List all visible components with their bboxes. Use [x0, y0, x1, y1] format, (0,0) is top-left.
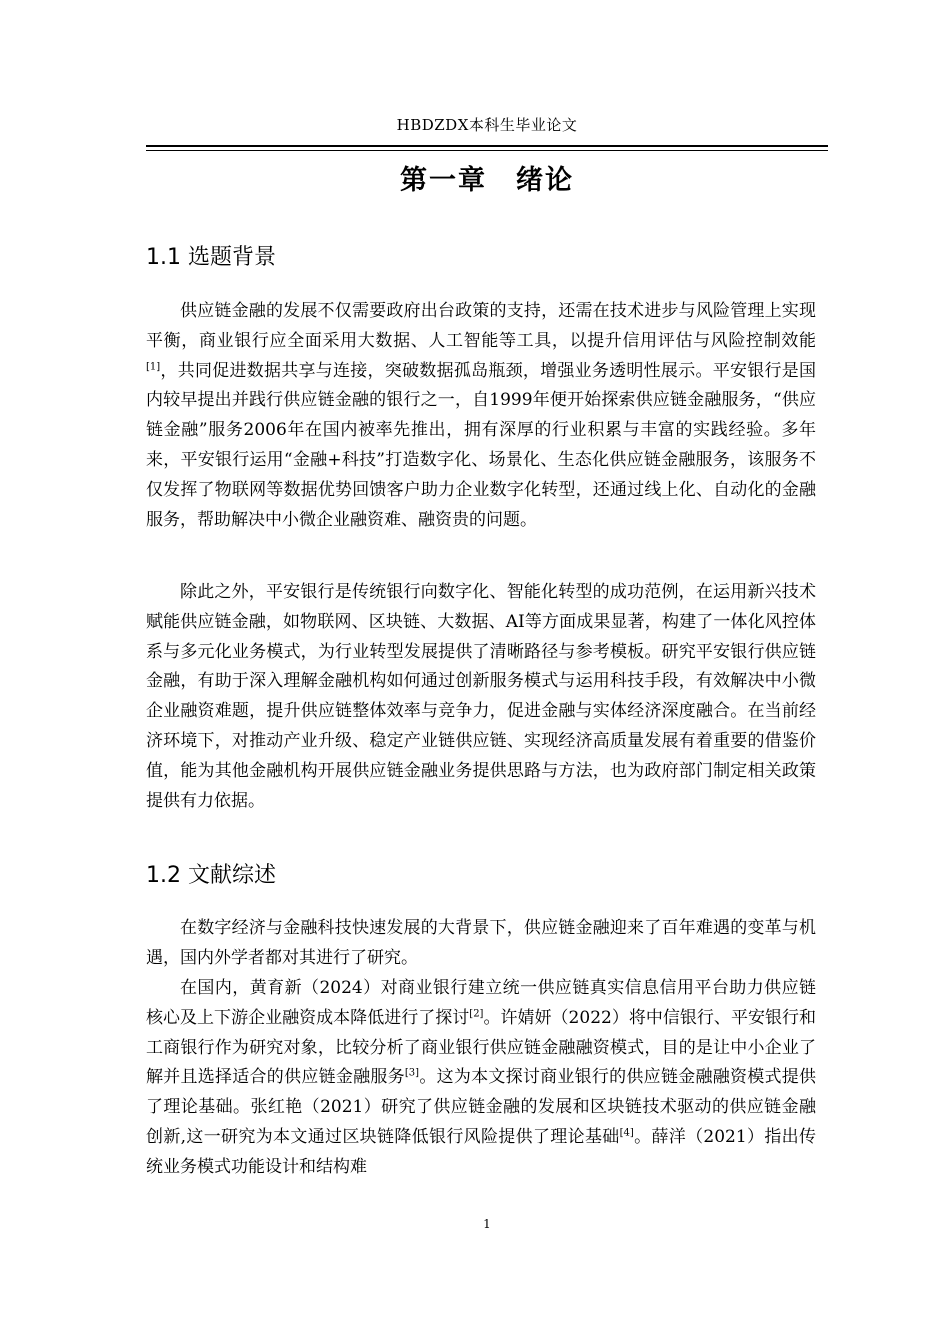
paragraph-background-2: 除此之外，平安银行是传统银行向数字化、智能化转型的成功范例，在运用新兴技术赋能供应链金融，如物联网、区块链、大数据、AI等方面成果显著，构建了一体化风控体系与多元化业务模式，为行业转型发展提供了清晰路径与参考模板。研究平安银行供应链金融，有助于深入理解金融机构如何通过创新服务模式与运用科技手段，有效解决中小微企业融资难题，提升供应链整体效率与竞争力，促进金融与实体经济深度融合。在当前经济环境下，对推动产业升级、稳定产业链供应链、实现经济高质量发展有着重要的借鉴价值，能为其他金融机构开展供应链金融业务提供思路与方法，也为政府部门制定相关政策提供有力依据。 [146, 582, 816, 811]
citation-ref[interactable]: [1] [146, 360, 161, 372]
header-rule-thick [146, 145, 828, 147]
paragraph-background-1: 供应链金融的发展不仅需要政府出台政策的支持，还需在技术进步与风险管理上实现平衡，商业银行应全面采用大数据、人工智能等工具，以提升信用评估与风险控制效能[1]，共同促进数据共享与连接，突破数据孤岛瓶颈，增强业务透明性展示。平安银行是国内较早提出并践行供应链金融的银行之一，自1999年便开始探索供应链金融服务，“供应链金融”服务2006年在国内被率先推出，拥有深厚的行业积累与丰富的实践经验。多年来，平安银行运用“金融+科技”打造数字化、场景化、生态化供应链金融服务，该服务不仅发挥了物联网等数据优势回馈客户助力企业数字化转型，还通过线上化、自动化的金融服务，帮助解决中小微企业融资难、融资贵的问题。 [146, 301, 816, 530]
citation-ref[interactable]: [2] [469, 1008, 484, 1020]
running-header: HBDZDX本科生毕业论文 [396, 116, 578, 134]
chapter-title: 第一章 绪论 [400, 165, 574, 196]
citation-ref[interactable]: [3] [404, 1067, 420, 1079]
paragraph-review-2: 在国内，黄育新（2024）对商业银行建立统一供应链真实信息信用平台助力供应链核心及上下游企业融资成本降低进行了探讨[2]。许婧妍（2022）将中信银行、平安银行和工商银行作为研究对象，比较分析了商业银行供应链金融融资模式，目的是让中小企业了解并且选择适合的供应链金融服务[3]。这为本文探讨商业银行的供应链金融融资模式提供了理论基础。张红艳（2021）研究了供应链金融的发展和区块链技术驱动的供应链金融创新,这一研究为本文通过区块链降低银行风险提供了理论基础[4]。薛洋（2021）指出传统业务模式功能设计和结构难 [146, 978, 817, 1177]
header-rule-thin [146, 150, 828, 151]
page-number: 1 [483, 1217, 491, 1231]
section-title-1-1: 1.1 选题背景 [146, 245, 276, 270]
citation-ref[interactable]: [4] [619, 1127, 634, 1139]
paragraph-review-1: 在数字经济与金融科技快速发展的大背景下，供应链金融迎来了百年难遇的变革与机遇，国内外学者都对其进行了研究。 [146, 918, 816, 968]
section-title-1-2: 1.2 文献综述 [146, 863, 276, 888]
